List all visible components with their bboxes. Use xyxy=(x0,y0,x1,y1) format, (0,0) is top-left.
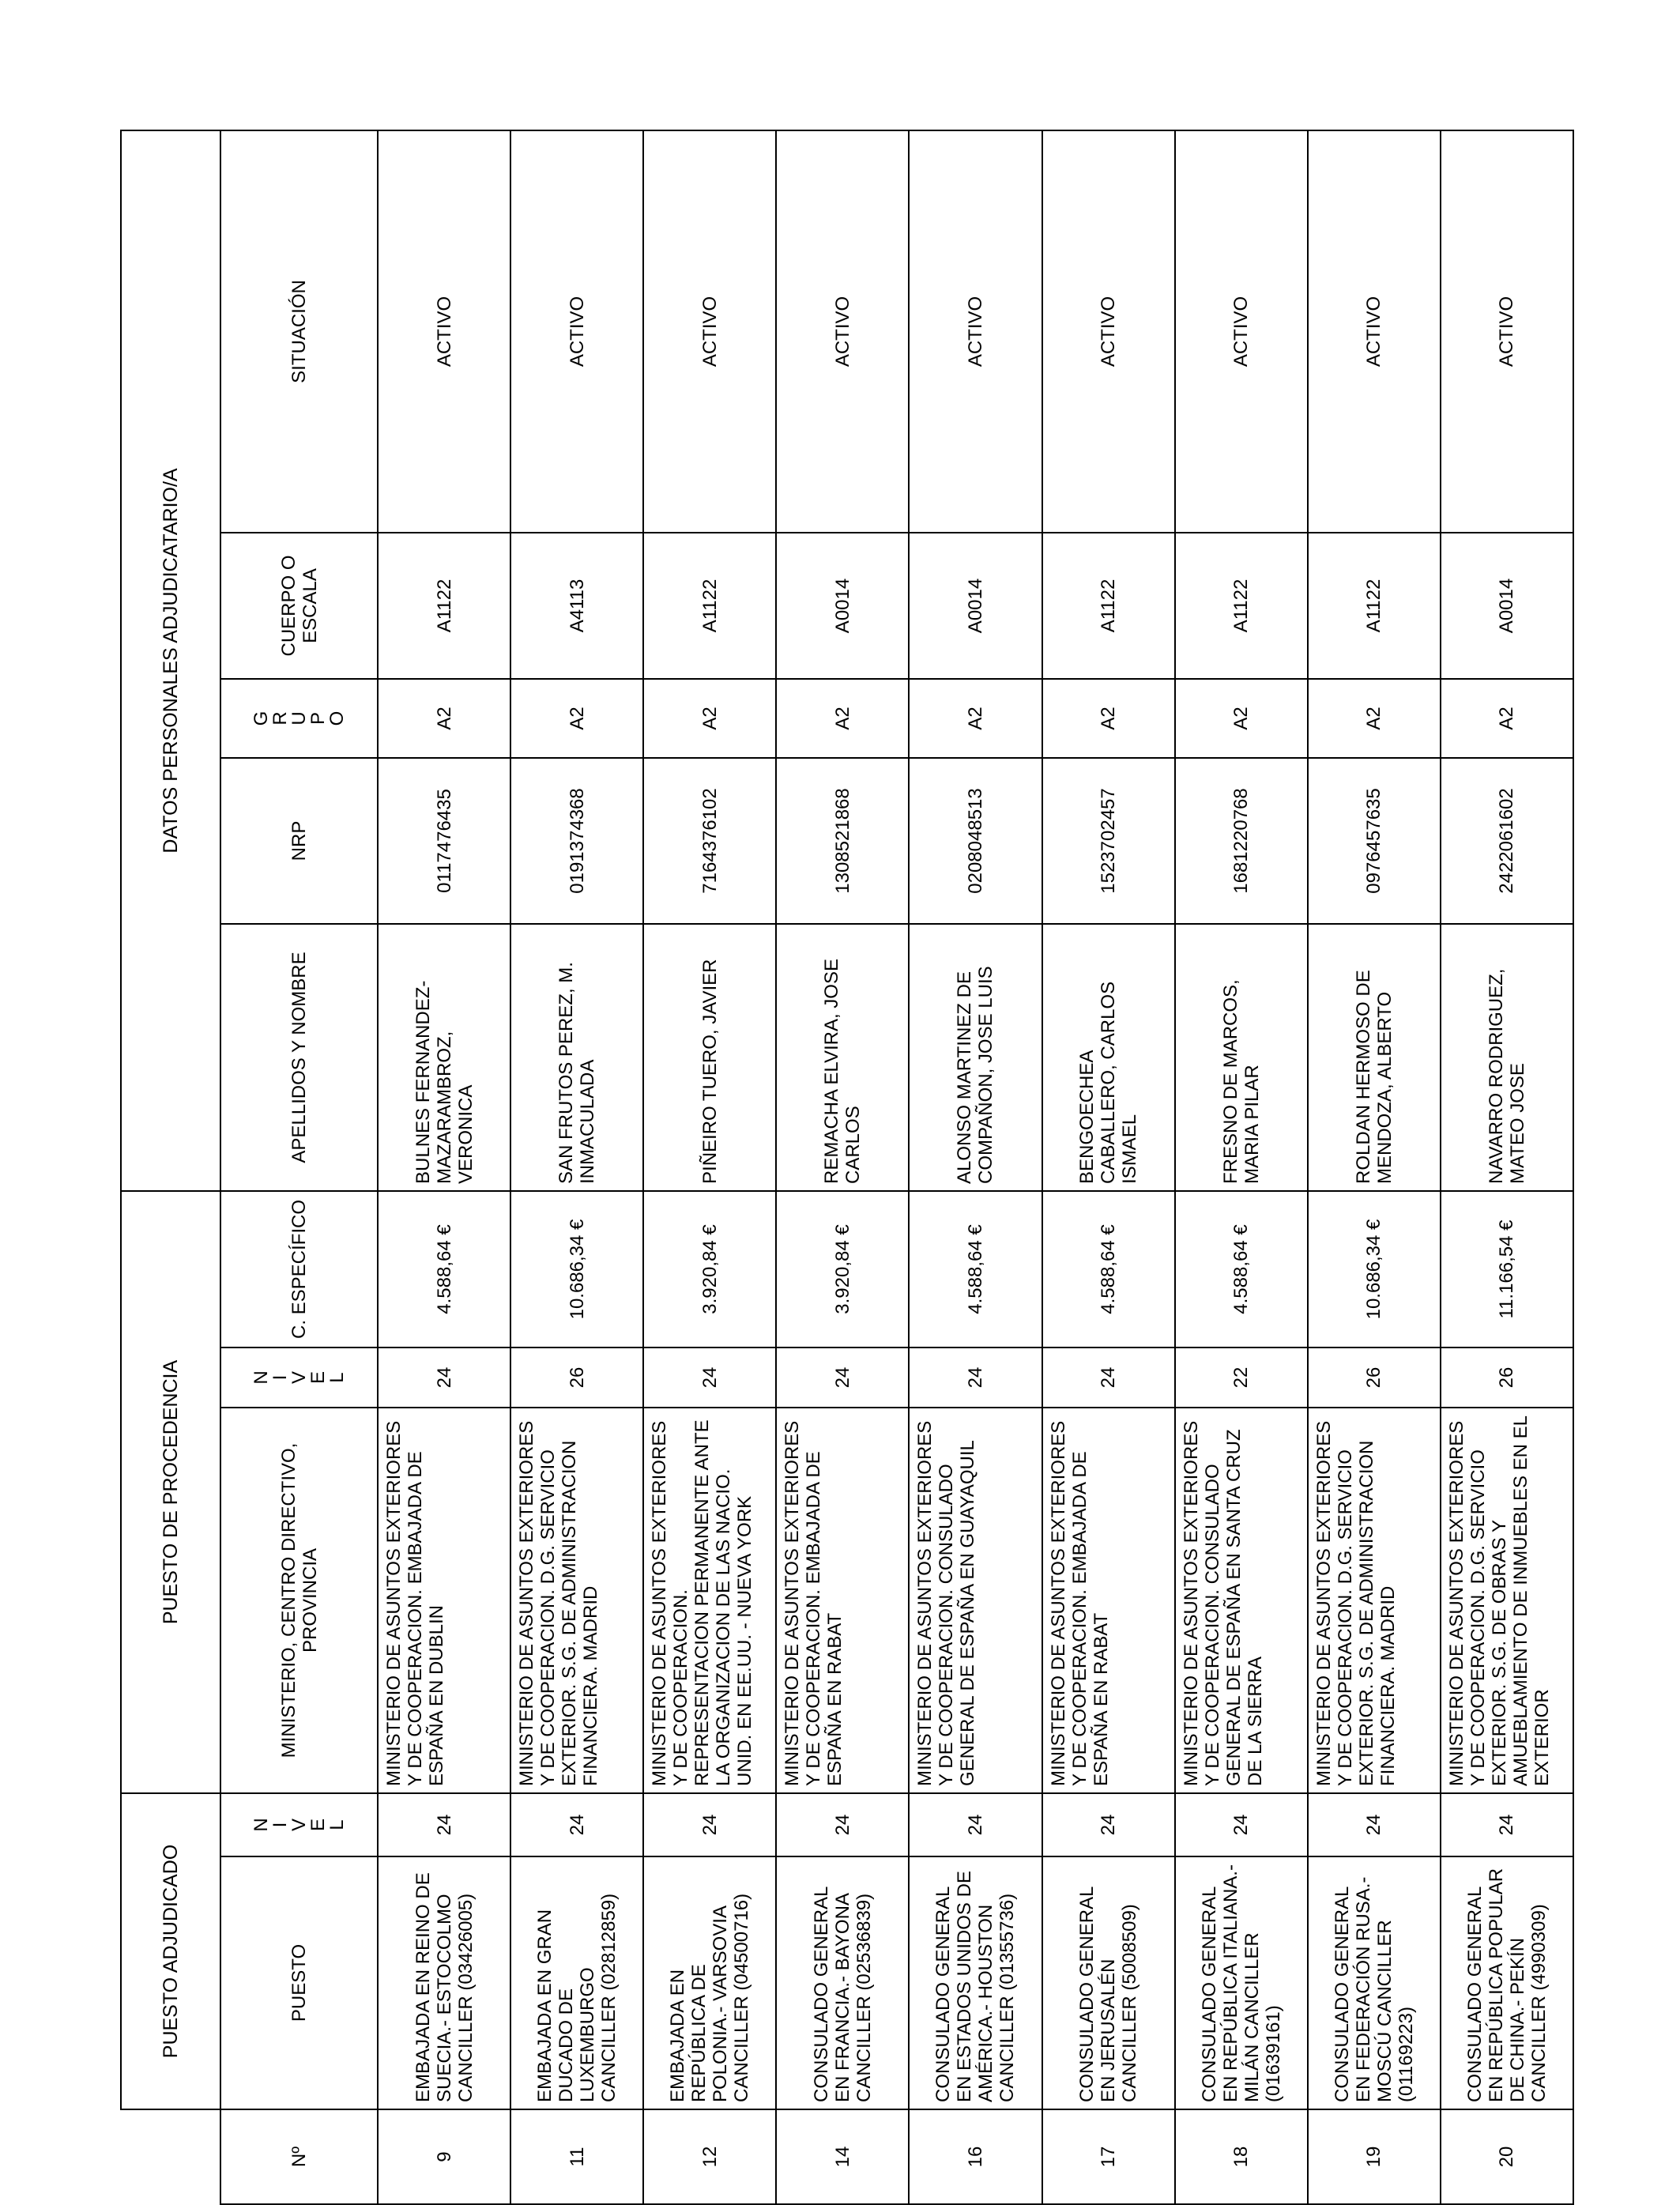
header-letter: I xyxy=(269,1822,291,1828)
cell-c-especifico: 3.920,84 € xyxy=(776,1191,909,1348)
cell-puesto: EMBAJADA EN REPÚBLICA DE POLONIA.- VARSOVIA CANCILLER (04500716) xyxy=(643,1856,776,2109)
header-letter: E xyxy=(307,1371,329,1385)
header-situacion: SITUACIÓN xyxy=(220,130,378,533)
cell-ministerio: MINISTERIO DE ASUNTOS EXTERIORES Y DE COOPERACION. D.G. SERVICIO EXTERIOR. S.G. DE ADMINISTRACION FINANCIERA. MADRID xyxy=(1308,1408,1441,1793)
cell-numero: 20 xyxy=(1441,2109,1573,2204)
cell-puesto: CONSULADO GENERAL EN ESTADOS UNIDOS DE AMÉRICA.- HOUSTON CANCILLER (01355736) xyxy=(909,1856,1042,2109)
cell-grupo: A2 xyxy=(1308,679,1441,758)
cell-cuerpo: A0014 xyxy=(776,533,909,679)
cell-numero: 11 xyxy=(510,2109,643,2204)
cell-cuerpo: A4113 xyxy=(510,533,643,679)
cell-grupo: A2 xyxy=(643,679,776,758)
cell-puesto: EMBAJADA EN REINO DE SUECIA.- ESTOCOLMO CANCILLER (03426005) xyxy=(378,1856,510,2109)
header-puesto: PUESTO xyxy=(220,1856,378,2109)
cell-ministerio: MINISTERIO DE ASUNTOS EXTERIORES Y DE COOPERACION. CONSULADO GENERAL DE ESPAÑA EN GUAYAQUIL xyxy=(909,1408,1042,1793)
header-letter: O xyxy=(326,710,348,726)
cell-numero: 17 xyxy=(1042,2109,1175,2204)
table-row xyxy=(1175,130,1308,2204)
cell-numero: 9 xyxy=(378,2109,510,2204)
header-letter: P xyxy=(307,711,329,725)
header-nrp: NRP xyxy=(220,758,378,924)
cell-nrp: 0976457635 xyxy=(1308,758,1441,924)
cell-puesto: EMBAJADA EN GRAN DUCADO DE LUXEMBURGO CANCILLER (02812859) xyxy=(510,1856,643,2109)
cell-apellidos: NAVARRO RODRIGUEZ, MATEO JOSE xyxy=(1441,924,1573,1191)
cell-situacion: ACTIVO xyxy=(1042,130,1175,533)
header-letter: E xyxy=(307,1819,329,1832)
cell-nivel-procedencia: 24 xyxy=(1042,1348,1175,1408)
cell-situacion: ACTIVO xyxy=(1441,130,1573,533)
header-letter: V xyxy=(288,1371,310,1385)
cell-situacion: ACTIVO xyxy=(510,130,643,533)
header-numero: Nº xyxy=(220,2109,378,2204)
cell-nrp: 1308521868 xyxy=(776,758,909,924)
table-row xyxy=(1441,130,1573,2204)
table-row xyxy=(1308,130,1441,2204)
cell-nrp: 0191374368 xyxy=(510,758,643,924)
group-header-datos-personales: DATOS PERSONALES ADJUDICATARIO/A xyxy=(121,130,220,1191)
header-letter: G xyxy=(250,710,272,726)
cell-nivel-procedencia: 26 xyxy=(510,1348,643,1408)
header-letter: N xyxy=(250,1818,272,1832)
cell-puesto: CONSULADO GENERAL EN FEDERACIÓN RUSA.- MOSCÚ CANCILLER (01169223) xyxy=(1308,1856,1441,2109)
corner-cell xyxy=(121,2109,220,2204)
cell-puesto: CONSULADO GENERAL EN JERUSALÉN CANCILLER (5008509) xyxy=(1042,1856,1175,2109)
cell-cuerpo: A1122 xyxy=(1175,533,1308,679)
cell-cuerpo: A1122 xyxy=(378,533,510,679)
cell-situacion: ACTIVO xyxy=(1175,130,1308,533)
cell-situacion: ACTIVO xyxy=(643,130,776,533)
cell-c-especifico: 4.588,64 € xyxy=(1042,1191,1175,1348)
cell-nivel: 24 xyxy=(909,1793,1042,1856)
header-letter: V xyxy=(288,1819,310,1832)
cell-apellidos: ROLDAN HERMOSO DE MENDOZA, ALBERTO xyxy=(1308,924,1441,1191)
header-grupo xyxy=(220,679,378,758)
table-row xyxy=(776,130,909,2204)
cell-ministerio: MINISTERIO DE ASUNTOS EXTERIORES Y DE COOPERACION. REPRESENTACION PERMANENTE ANTE LA ORGANIZACION DE LAS NACIO. UNID. EN EE.UU. - NUEVA YORK xyxy=(643,1408,776,1793)
cell-grupo: A2 xyxy=(776,679,909,758)
header-nivel xyxy=(220,1793,378,1856)
cell-puesto: CONSULADO GENERAL EN REPÚBLICA POPULAR DE CHINA.- PEKÍN CANCILLER (4990309) xyxy=(1441,1856,1573,2109)
table-row xyxy=(1042,130,1175,2204)
cell-nrp: 1681220768 xyxy=(1175,758,1308,924)
cell-c-especifico: 4.588,64 € xyxy=(378,1191,510,1348)
cell-situacion: ACTIVO xyxy=(776,130,909,533)
adjudication-table xyxy=(120,130,1574,2205)
cell-grupo: A2 xyxy=(378,679,510,758)
cell-nrp: 1523702457 xyxy=(1042,758,1175,924)
cell-c-especifico: 4.588,64 € xyxy=(909,1191,1042,1348)
group-header-row xyxy=(121,130,220,2204)
cell-cuerpo: A0014 xyxy=(909,533,1042,679)
cell-ministerio: MINISTERIO DE ASUNTOS EXTERIORES Y DE COOPERACION. EMBAJADA DE ESPAÑA EN RABAT xyxy=(776,1408,909,1793)
table-row xyxy=(643,130,776,2204)
cell-cuerpo: A1122 xyxy=(1308,533,1441,679)
cell-nivel: 24 xyxy=(643,1793,776,1856)
cell-nivel: 24 xyxy=(510,1793,643,1856)
header-letter: I xyxy=(269,1374,291,1381)
cell-nrp: 0117476435 xyxy=(378,758,510,924)
cell-situacion: ACTIVO xyxy=(909,130,1042,533)
header-ministerio: MINISTERIO, CENTRO DIRECTIVO, PROVINCIA xyxy=(220,1408,378,1793)
cell-nivel: 24 xyxy=(776,1793,909,1856)
cell-numero: 16 xyxy=(909,2109,1042,2204)
cell-grupo: A2 xyxy=(909,679,1042,758)
group-header-puesto-adjudicado: PUESTO ADJUDICADO xyxy=(121,1793,220,2109)
cell-apellidos: REMACHA ELVIRA, JOSE CARLOS xyxy=(776,924,909,1191)
cell-nivel: 24 xyxy=(1441,1793,1573,1856)
cell-ministerio: MINISTERIO DE ASUNTOS EXTERIORES Y DE COOPERACION. EMBAJADA DE ESPAÑA EN DUBLIN xyxy=(378,1408,510,1793)
cell-nrp: 2422061602 xyxy=(1441,758,1573,924)
header-letter: N xyxy=(250,1370,272,1385)
cell-nivel-procedencia: 24 xyxy=(776,1348,909,1408)
cell-grupo: A2 xyxy=(1441,679,1573,758)
group-header-puesto-procedencia: PUESTO DE PROCEDENCIA xyxy=(121,1191,220,1793)
cell-apellidos: FRESNO DE MARCOS, MARIA PILAR xyxy=(1175,924,1308,1191)
cell-puesto: CONSULADO GENERAL EN FRANCIA.- BAYONA CANCILLER (02536839) xyxy=(776,1856,909,2109)
cell-numero: 19 xyxy=(1308,2109,1441,2204)
header-letter: L xyxy=(326,1819,348,1830)
cell-nivel-procedencia: 24 xyxy=(378,1348,510,1408)
cell-nivel: 24 xyxy=(1308,1793,1441,1856)
cell-nivel-procedencia: 24 xyxy=(643,1348,776,1408)
cell-apellidos: BULNES FERNANDEZ-MAZARAMBROZ, VERONICA xyxy=(378,924,510,1191)
cell-cuerpo: A1122 xyxy=(643,533,776,679)
cell-numero: 12 xyxy=(643,2109,776,2204)
cell-grupo: A2 xyxy=(510,679,643,758)
cell-nivel-procedencia: 22 xyxy=(1175,1348,1308,1408)
cell-ministerio: MINISTERIO DE ASUNTOS EXTERIORES Y DE COOPERACION. D.G. SERVICIO EXTERIOR. S.G. DE OBRAS Y AMUEBLAMIENTO DE INMUEBLES EN EL EXTERIOR xyxy=(1441,1408,1573,1793)
cell-puesto: CONSULADO GENERAL EN REPÚBLICA ITALIANA.- MILÁN CANCILLER (01639161) xyxy=(1175,1856,1308,2109)
cell-apellidos: BENGOECHEA CABALLERO, CARLOS ISMAEL xyxy=(1042,924,1175,1191)
header-c-especifico: C. ESPECÍFICO xyxy=(220,1191,378,1348)
cell-situacion: ACTIVO xyxy=(378,130,510,533)
header-apellidos: APELLIDOS Y NOMBRE xyxy=(220,924,378,1191)
cell-numero: 18 xyxy=(1175,2109,1308,2204)
cell-c-especifico: 10.686,34 € xyxy=(1308,1191,1441,1348)
header-letter: L xyxy=(326,1372,348,1383)
cell-nivel: 24 xyxy=(1042,1793,1175,1856)
cell-c-especifico: 3.920,84 € xyxy=(643,1191,776,1348)
cell-apellidos: SAN FRUTOS PEREZ, M. INMACULADA xyxy=(510,924,643,1191)
header-nivel-procedencia xyxy=(220,1348,378,1408)
cell-ministerio: MINISTERIO DE ASUNTOS EXTERIORES Y DE COOPERACION. CONSULADO GENERAL DE ESPAÑA EN SANTA CRUZ DE LA SIERRA xyxy=(1175,1408,1308,1793)
cell-c-especifico: 11.166,54 € xyxy=(1441,1191,1573,1348)
cell-c-especifico: 10.686,34 € xyxy=(510,1191,643,1348)
cell-apellidos: ALONSO MARTINEZ DE COMPAÑON, JOSE LUIS xyxy=(909,924,1042,1191)
table-body xyxy=(378,130,1573,2204)
cell-nivel: 24 xyxy=(378,1793,510,1856)
table-row xyxy=(909,130,1042,2204)
cell-nrp: 0208048513 xyxy=(909,758,1042,924)
cell-grupo: A2 xyxy=(1175,679,1308,758)
cell-nivel-procedencia: 26 xyxy=(1441,1348,1573,1408)
column-header-row xyxy=(220,130,378,2204)
cell-numero: 14 xyxy=(776,2109,909,2204)
cell-cuerpo: A0014 xyxy=(1441,533,1573,679)
header-cuerpo: CUERPO O ESCALA xyxy=(220,533,378,679)
table-row xyxy=(510,130,643,2204)
cell-apellidos: PIÑEIRO TUERO, JAVIER xyxy=(643,924,776,1191)
cell-ministerio: MINISTERIO DE ASUNTOS EXTERIORES Y DE COOPERACION. EMBAJADA DE ESPAÑA EN RABAT xyxy=(1042,1408,1175,1793)
header-letter: U xyxy=(288,711,310,726)
cell-c-especifico: 4.588,64 € xyxy=(1175,1191,1308,1348)
cell-nivel-procedencia: 26 xyxy=(1308,1348,1441,1408)
cell-ministerio: MINISTERIO DE ASUNTOS EXTERIORES Y DE COOPERACION. D.G. SERVICIO EXTERIOR. S.G. DE ADMINISTRACION FINANCIERA. MADRID xyxy=(510,1408,643,1793)
cell-nivel-procedencia: 24 xyxy=(909,1348,1042,1408)
cell-situacion: ACTIVO xyxy=(1308,130,1441,533)
cell-nivel: 24 xyxy=(1175,1793,1308,1856)
table-row xyxy=(378,130,510,2204)
cell-cuerpo: A1122 xyxy=(1042,533,1175,679)
header-letter: R xyxy=(269,711,291,726)
cell-grupo: A2 xyxy=(1042,679,1175,758)
cell-nrp: 7164376102 xyxy=(643,758,776,924)
